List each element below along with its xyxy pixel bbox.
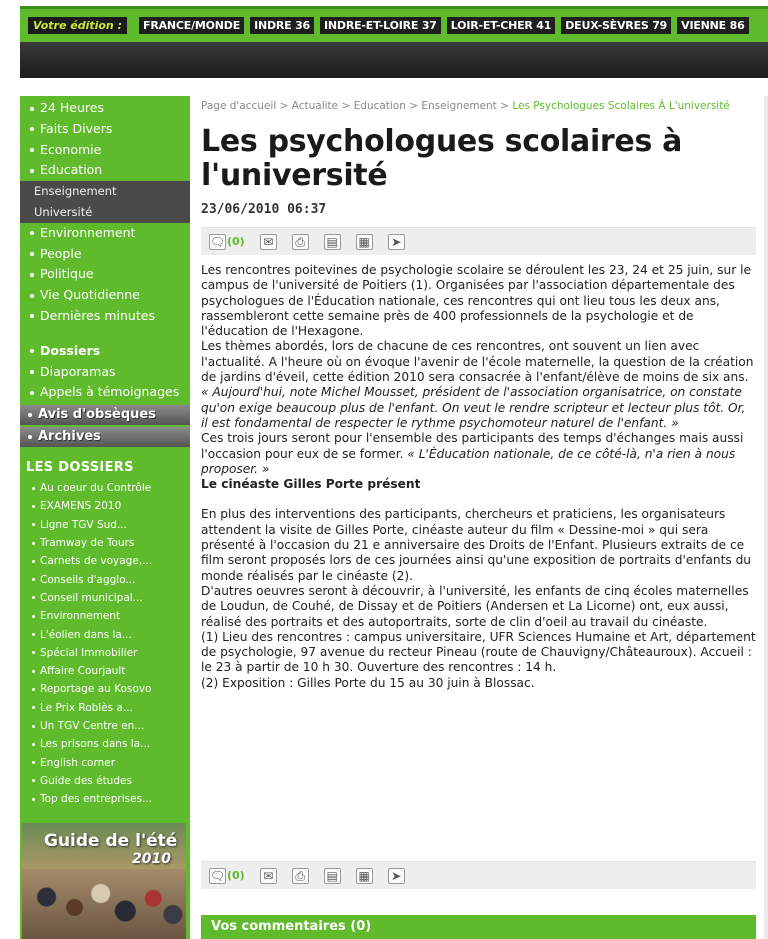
- sidebar-item-vie-quotidienne[interactable]: [20, 285, 190, 306]
- article-subheading: Le cinéaste Gilles Porte présent: [201, 477, 421, 492]
- breadcrumb-separator: >: [409, 100, 419, 112]
- bullet-icon: [32, 578, 35, 581]
- sidebar-subitem-enseignement[interactable]: [20, 181, 190, 202]
- comments-link[interactable]: [209, 868, 245, 884]
- dossier-label: L'éolien dans la...: [40, 628, 132, 641]
- bullet-icon: [32, 779, 35, 782]
- breadcrumb-home[interactable]: Page d'accueil: [201, 100, 277, 112]
- article-paragraph: [201, 431, 756, 477]
- sidebar-item-label: Politique: [40, 266, 94, 282]
- comments-header[interactable]: Vos commentaires (0): [201, 915, 756, 939]
- dossier-link[interactable]: [20, 534, 190, 552]
- bullet-icon: [30, 127, 34, 131]
- sidebar-item-label: People: [40, 245, 82, 261]
- article-footnote: (1) Lieu des rencontres : campus universitaire, UFR Sciences Humaine et Art, département de psychologie, 97 avenue du recteur Pineau (route de Chauvigny/Châteauroux). Accueil : le 23 à partir de 10 h 30. Ouverture des rencontres : 14 h.: [201, 629, 756, 675]
- sidebar-item-politique[interactable]: [20, 264, 190, 285]
- promo-title: Guide de l'été: [44, 831, 178, 851]
- bullet-icon: [32, 688, 35, 691]
- edition-deux-sevres[interactable]: DEUX-SÈVRES 79: [561, 17, 671, 34]
- paragraph-spacer: [201, 492, 756, 507]
- bullet-icon: [32, 670, 35, 673]
- dossier-link[interactable]: [20, 607, 190, 625]
- sidebar-item-label: Dossiers: [40, 342, 101, 358]
- comment-count: (0): [227, 869, 245, 882]
- sidebar-item-label: Environnement: [40, 224, 136, 240]
- article-paragraph: En plus des interventions des participants, chercheurs et praticiens, les organisateurs attendent la visite de Gilles Porte, cinéaste auteur du film « Dessine-moi » qui sera présenté à l'occasion du 21 e anniversaire des Droits de l'Enfant. Plusieurs extraits de ce film seront proposés lors de ces journées ainsi qu'une exposition de portraits d'enfants du monde réalisés par le cinéaste (2).: [201, 507, 752, 583]
- bookmark-icon[interactable]: ▦: [356, 868, 373, 884]
- quote: « L'Éducation nationale, de ce côté-là, n'a rien à nous proposer. »: [201, 446, 736, 476]
- share-icon[interactable]: ➤: [388, 868, 405, 884]
- dossier-label: Les prisons dans la...: [40, 738, 151, 751]
- bullet-icon: [32, 633, 35, 636]
- dossier-label: Au coeur du Contrôle: [40, 482, 152, 495]
- comment-icon: 🗨: [209, 868, 226, 883]
- dossier-label: Guide des études: [40, 774, 132, 787]
- dossier-label: EXAMENS 2010: [40, 500, 122, 513]
- sidebar-nav-secondary: [20, 339, 190, 403]
- dossier-link[interactable]: [20, 516, 190, 534]
- dossier-link[interactable]: [20, 589, 190, 607]
- dossier-link[interactable]: [20, 479, 190, 497]
- bullet-icon: [30, 107, 34, 111]
- breadcrumb-education[interactable]: Education: [353, 100, 406, 112]
- sidebar-item-label: Economie: [40, 141, 102, 157]
- promo-photo: [22, 869, 186, 939]
- dossier-label: Affaire Courjault: [40, 665, 126, 678]
- comment-count: (0): [227, 235, 245, 248]
- dossier-label: Top des entreprises...: [40, 793, 153, 806]
- sidebar-item-label: Diaporamas: [40, 363, 116, 379]
- edition-loir-et-cher[interactable]: LOIR-ET-CHER 41: [447, 17, 555, 34]
- bookmark-icon[interactable]: ▦: [356, 234, 373, 250]
- dossier-link[interactable]: [20, 662, 190, 680]
- sidebar-item-label: Faits Divers: [40, 120, 113, 136]
- breadcrumb-separator: >: [279, 100, 289, 112]
- dossier-label: Conseils d'agglo...: [40, 573, 136, 586]
- dossier-label: Carnets de voyage,...: [40, 555, 153, 568]
- sidebar-item-appels-temoignages[interactable]: [20, 382, 190, 403]
- bar-label: Avis d'obsèques: [38, 407, 156, 423]
- bullet-icon: [32, 505, 35, 508]
- dossier-label: Tramway de Tours: [40, 537, 135, 550]
- avis-obseques-button[interactable]: [20, 405, 190, 425]
- dossier-link[interactable]: [20, 717, 190, 735]
- breadcrumb-actualite[interactable]: Actualite: [291, 100, 339, 112]
- sidebar-item-label: Education: [40, 162, 103, 178]
- bar-label: Archives: [38, 429, 101, 445]
- edition-france-monde[interactable]: FRANCE/MONDE: [139, 17, 244, 34]
- sidebar-item-economie[interactable]: [20, 140, 190, 161]
- article-body: [201, 263, 756, 691]
- comments-link[interactable]: [209, 234, 245, 250]
- dossier-link[interactable]: [20, 571, 190, 589]
- sidebar-item-diaporamas[interactable]: [20, 362, 190, 383]
- sidebar-item-environnement[interactable]: [20, 223, 190, 244]
- sidebar-item-faits-divers[interactable]: [20, 119, 190, 140]
- rss-icon[interactable]: ▤: [324, 234, 341, 250]
- dossier-link[interactable]: [20, 680, 190, 698]
- rss-icon[interactable]: ▤: [324, 868, 341, 884]
- dossier-link[interactable]: [20, 772, 190, 790]
- dossier-label: Environnement: [40, 610, 121, 623]
- bullet-icon: [28, 435, 32, 439]
- edition-vienne[interactable]: VIENNE 86: [677, 17, 748, 34]
- bullet-icon: [32, 706, 35, 709]
- sidebar-item-education[interactable]: [20, 160, 190, 181]
- dossier-link[interactable]: [20, 699, 190, 717]
- bullet-icon: [32, 725, 35, 728]
- bullet-icon: [32, 743, 35, 746]
- bullet-icon: [32, 487, 35, 490]
- article-paragraph: Les rencontres poitevines de psychologie scolaire se déroulent les 23, 24 et 25 juin, sur le campus de l'université de Poitiers (1). Organisées par l'association départementale des psychologues de l'Éducation nationale, ces rencontres qui ont lieu tous les deux ans, rassembleront cette semaine près de 400 professionnels de la psychologie et de l'éducation de l'Hexagone.: [201, 263, 752, 339]
- edition-label: Votre édition :: [28, 17, 127, 34]
- edition-bar: [20, 6, 768, 42]
- nav-spacer: [20, 327, 190, 339]
- quote: « Aujourd'hui, note Michel Mousset, président de l'association organisatrice, on constate qu'on exige beaucoup plus de l'enfant. On veut le rendre scripteur et lecteur plus tôt. Or, il est fondamental de respecter le rythme psychomoteur naturel de l'enfant. »: [201, 385, 746, 430]
- edition-indre-et-loire[interactable]: INDRE-ET-LOIRE 37: [320, 17, 441, 34]
- breadcrumb-enseignement[interactable]: Enseignement: [421, 100, 497, 112]
- publish-date: 23/06/2010 06:37: [201, 202, 327, 217]
- send-icon[interactable]: ✉: [260, 234, 277, 250]
- breadcrumb-separator: >: [341, 100, 351, 112]
- dossier-label: Reportage au Kosovo: [40, 683, 152, 696]
- sidebar-subitem-universite[interactable]: [20, 202, 190, 223]
- page-title: Les psychologues scolaires à l'université: [201, 124, 683, 193]
- archives-button[interactable]: [20, 427, 190, 447]
- sidebar-item-label: Dernières minutes: [40, 307, 155, 323]
- bullet-icon: [30, 314, 34, 318]
- sidebar: [20, 96, 190, 939]
- bullet-icon: [30, 391, 34, 395]
- dossier-link[interactable]: [20, 754, 190, 772]
- dossier-link[interactable]: [20, 497, 190, 515]
- bullet-icon: [32, 798, 35, 801]
- sidebar-item-dossiers[interactable]: [20, 341, 190, 362]
- sidebar-item-people[interactable]: [20, 244, 190, 265]
- dossier-label: Ligne TGV Sud...: [40, 518, 127, 531]
- bullet-icon: [32, 560, 35, 563]
- bullet-icon: [30, 273, 34, 277]
- breadcrumb-current: Les Psychologues Scolaires À L'université: [512, 100, 730, 112]
- bullet-icon: [32, 542, 35, 545]
- article-toolbar-top: [201, 227, 756, 255]
- sidebar-item-label: Vie Quotidienne: [40, 287, 140, 303]
- bullet-icon: [30, 231, 34, 235]
- sidebar-item-label: Appels à témoignages: [40, 384, 180, 400]
- bullet-icon: [30, 370, 34, 374]
- bullet-icon: [32, 596, 35, 599]
- dossier-link[interactable]: [20, 790, 190, 808]
- send-icon[interactable]: ✉: [260, 868, 277, 884]
- guide-ete-promo[interactable]: [22, 823, 186, 939]
- paragraph-text: Ces trois jours seront pour l'ensemble des participants des temps d'échanges mais aussi l'occasion pour eux de se former.: [201, 431, 744, 461]
- article-paragraph: [201, 339, 756, 431]
- print-icon[interactable]: ⎙: [292, 868, 309, 884]
- breadcrumb-separator: >: [500, 100, 509, 112]
- bullet-icon: [32, 651, 35, 654]
- dossier-label: Spécial Immobilier: [40, 646, 138, 659]
- bullet-icon: [30, 148, 34, 152]
- dossier-link[interactable]: [20, 644, 190, 662]
- dossier-label: Conseil municipal...: [40, 591, 143, 604]
- article-toolbar-bottom: [201, 861, 756, 889]
- sidebar-item-label: Enseignement: [34, 184, 117, 199]
- article-footnote: (2) Exposition : Gilles Porte du 15 au 30 juin à Blossac.: [201, 675, 535, 690]
- comment-icon: 🗨: [209, 234, 226, 249]
- bullet-icon: [30, 252, 34, 256]
- dossier-link[interactable]: [20, 735, 190, 753]
- right-gutter: [764, 96, 768, 939]
- bullet-icon: [32, 615, 35, 618]
- breadcrumb: [201, 96, 756, 112]
- sidebar-nav: [20, 96, 190, 327]
- dossiers-list: [20, 479, 190, 808]
- dossier-label: Le Prix Roblès a...: [40, 701, 133, 714]
- bullet-icon: [30, 169, 34, 173]
- article-main: [201, 96, 756, 691]
- bullet-icon: [32, 761, 35, 764]
- dossier-link[interactable]: [20, 552, 190, 570]
- bullet-icon: [30, 349, 34, 353]
- article-paragraph: D'autres oeuvres seront à découvrir, à l'université, les enfants de cinq écoles maternelles de Loudun, de Couhé, de Dissay et de Poitiers (Andersen et La Licorne) ont, eux aussi, réalisé des portraits et des autoportraits, sorte de clin d'oeil au travail du cinéaste.: [201, 583, 749, 629]
- dossiers-heading: LES DOSSIERS: [26, 460, 134, 476]
- dossier-link[interactable]: [20, 626, 190, 644]
- paragraph-text: Les thèmes abordés, lors de chacune de ces rencontres, ont souvent un lien avec l'actualité. A l'heure où on évoque l'avenir de l'école maternelle, la question de la création de jardins d'éveil, cette édition 2010 sera consacrée à l'enfant/élève de moins de six ans.: [201, 339, 754, 385]
- bullet-icon: [30, 294, 34, 298]
- sidebar-item-label: 24 Heures: [40, 100, 104, 115]
- header-band: [20, 42, 768, 78]
- promo-year: 2010: [132, 851, 171, 867]
- bullet-icon: [32, 523, 35, 526]
- sidebar-item-dernieres-minutes[interactable]: [20, 306, 190, 327]
- dossier-label: English corner: [40, 756, 116, 769]
- dossier-label: Un TGV Centre en...: [40, 720, 145, 733]
- sidebar-item-label: Université: [34, 204, 93, 219]
- print-icon[interactable]: ⎙: [292, 234, 309, 250]
- bullet-icon: [28, 413, 32, 417]
- share-icon[interactable]: ➤: [388, 234, 405, 250]
- sidebar-item-24-heures[interactable]: [20, 98, 190, 119]
- edition-indre[interactable]: INDRE 36: [250, 17, 314, 34]
